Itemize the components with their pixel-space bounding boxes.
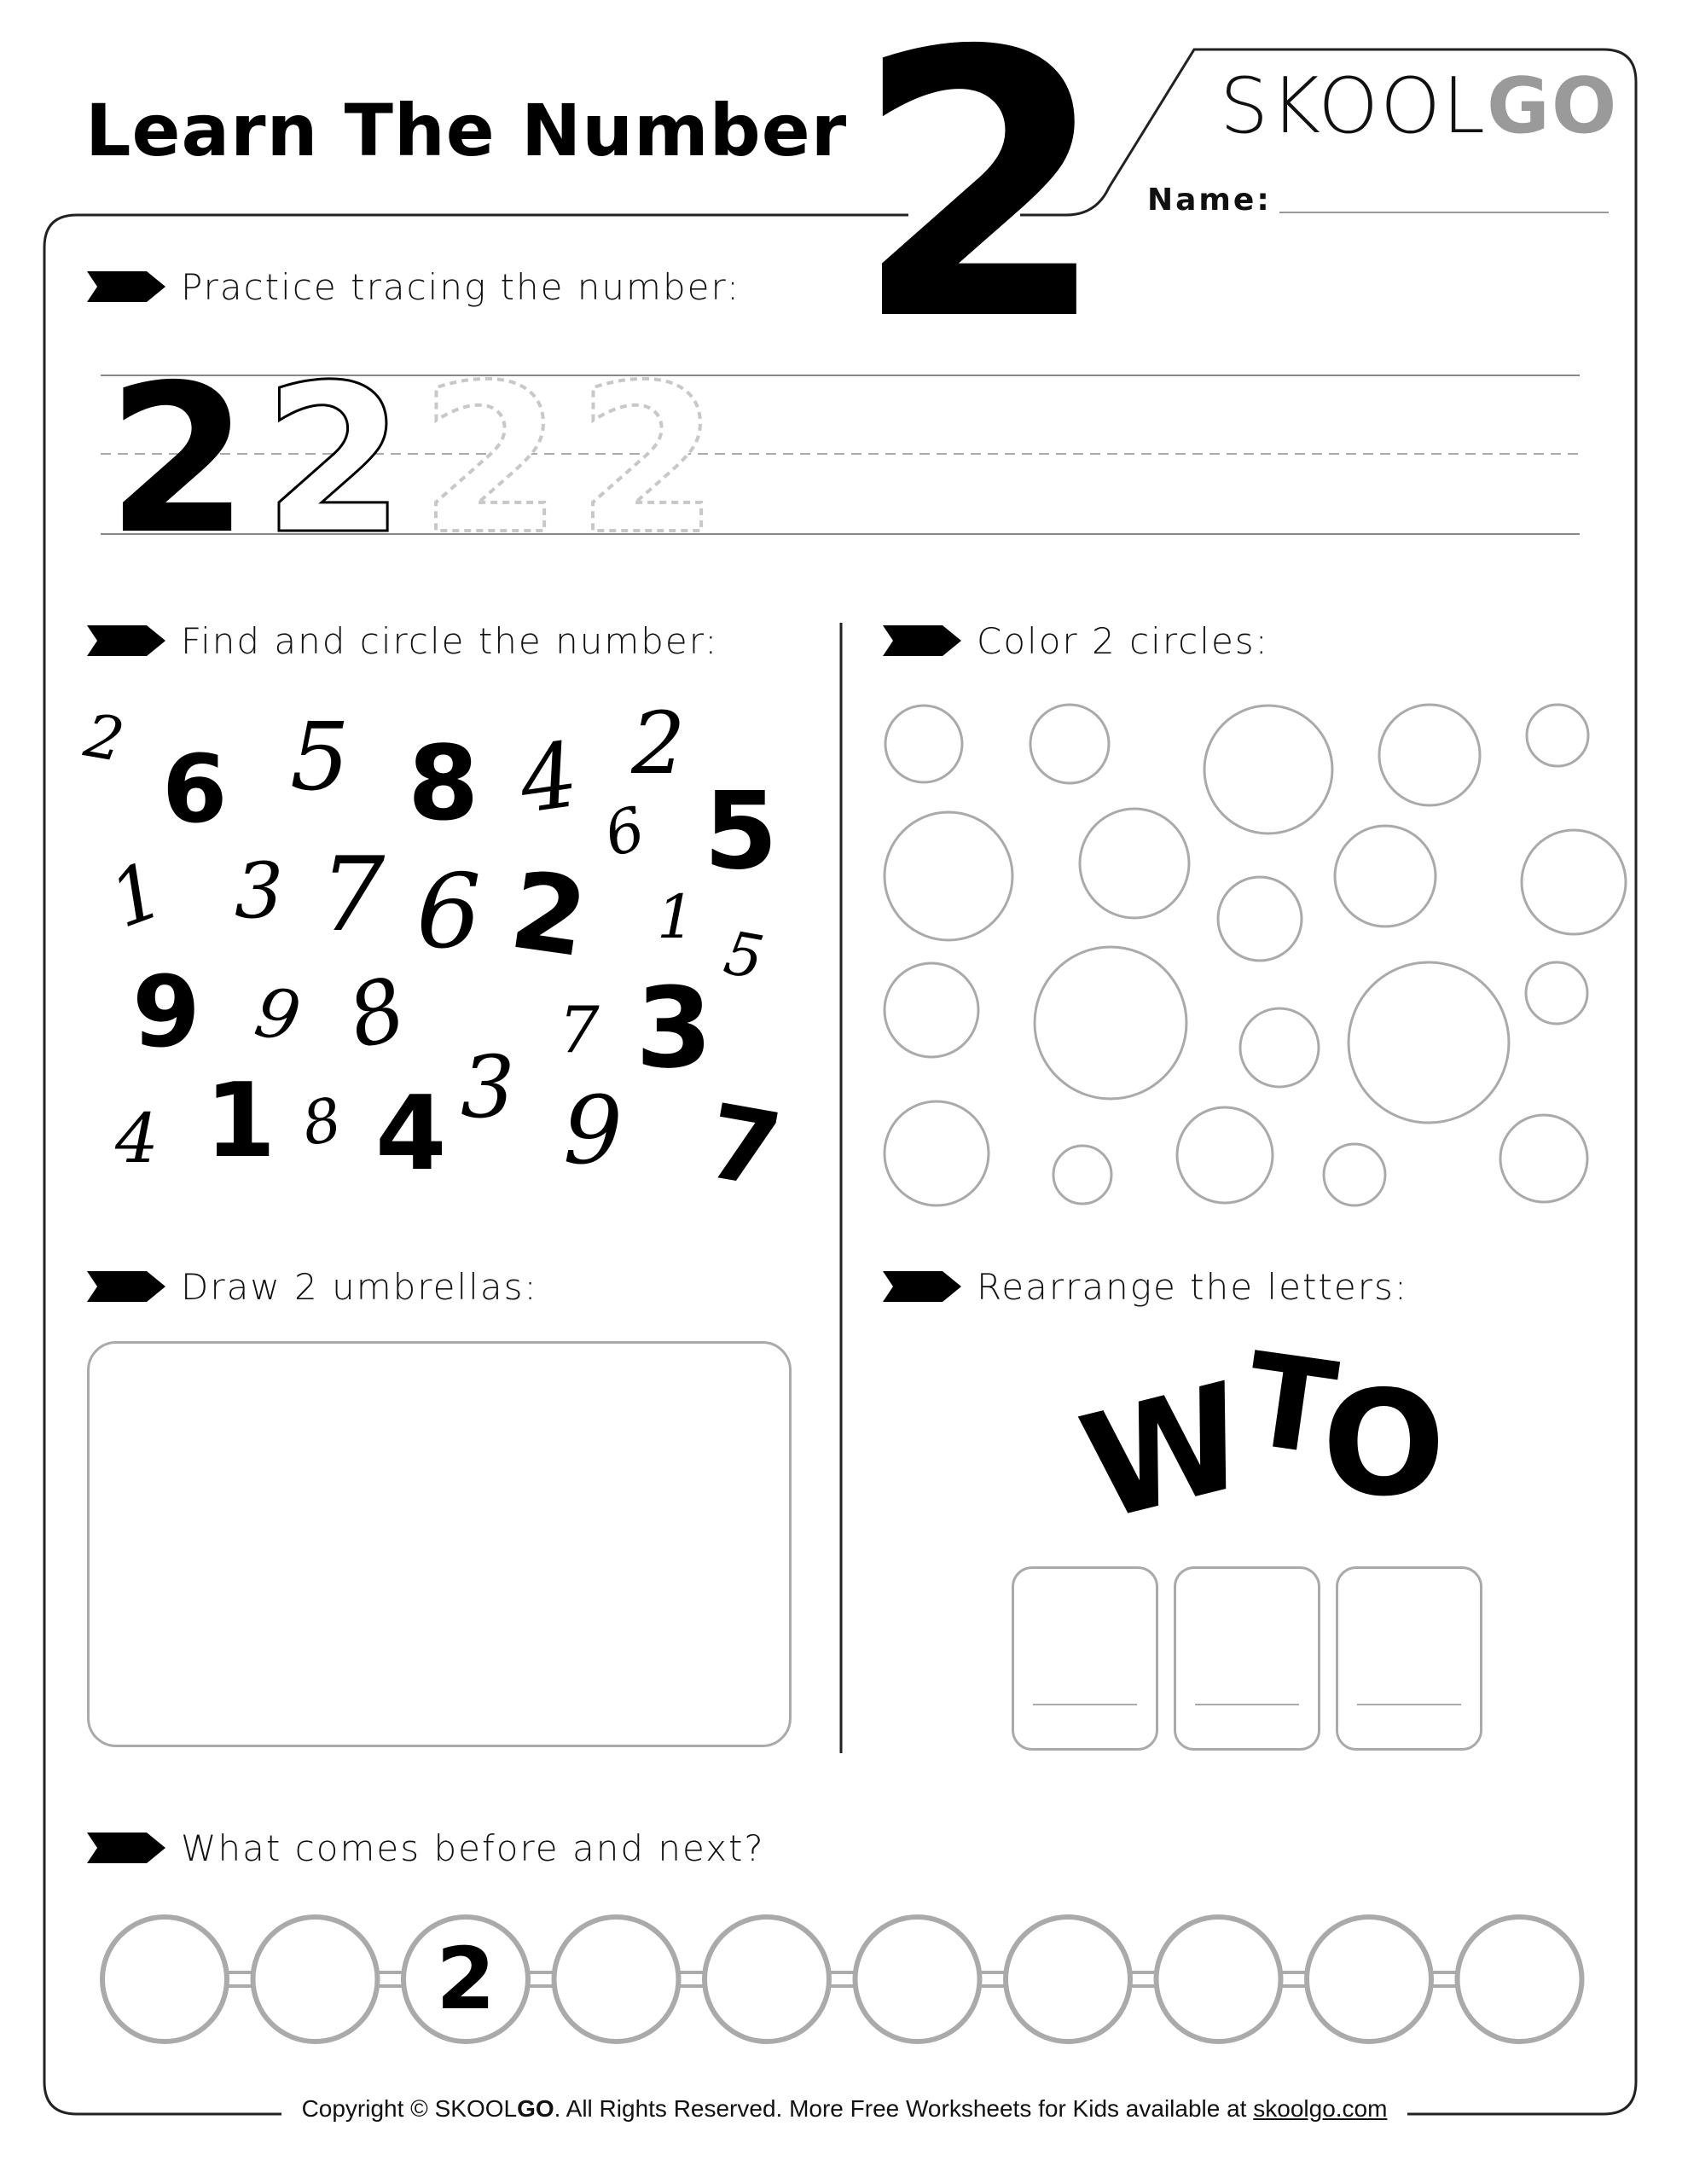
heading-rearrange: Rearrange the letters: — [977, 1266, 1409, 1308]
scatter-number[interactable]: 9 — [563, 1076, 623, 1185]
sequence-circle[interactable] — [1458, 1917, 1582, 2042]
sequence-circle[interactable] — [253, 1917, 378, 2042]
scrambled-letter: O — [1322, 1360, 1446, 1529]
heading-sequence: What comes before and next? — [181, 1827, 765, 1869]
scrambled-letter: T — [1237, 1325, 1344, 1485]
sequence-circle[interactable] — [856, 1917, 980, 2042]
scatter-number[interactable]: 9 — [249, 972, 306, 1058]
scatter-number[interactable]: 4 — [375, 1075, 447, 1194]
sequence-circle[interactable] — [1157, 1917, 1281, 2042]
featured-number: 2 — [853, 0, 1109, 401]
sequence-circle[interactable] — [554, 1917, 679, 2042]
scatter-number[interactable]: 1 — [98, 845, 176, 946]
scatter-number[interactable]: 3 — [461, 1037, 515, 1137]
scatter-number[interactable]: 6 — [162, 735, 228, 844]
footer-prefix: Copyright © — [301, 2095, 435, 2122]
heading-tracing: Practice tracing the number: — [181, 266, 741, 308]
sequence-circle[interactable] — [1006, 1917, 1130, 2042]
sequence-circle[interactable] — [102, 1917, 227, 2042]
scatter-number[interactable]: 6 — [416, 853, 482, 972]
scatter-number[interactable]: 5 — [290, 702, 350, 811]
heading-color: Color 2 circles: — [977, 620, 1269, 662]
trace-digit-dotted: 2 — [420, 340, 562, 579]
name-label: Name: — [1147, 183, 1272, 218]
scatter-number[interactable]: 7 — [559, 992, 600, 1067]
footer-brand-go: GO — [517, 2095, 554, 2122]
scatter-number[interactable]: 4 — [115, 1099, 159, 1178]
scatter-number[interactable]: 2 — [79, 700, 130, 776]
heading-find: Find and circle the number: — [181, 620, 719, 662]
scatter-number[interactable]: 5 — [719, 917, 769, 994]
scrambled-letter: W — [1066, 1351, 1263, 1554]
scatter-number[interactable]: 1 — [205, 1062, 276, 1181]
scatter-number[interactable]: 3 — [235, 846, 284, 936]
scatter-number[interactable]: 3 — [635, 963, 713, 1093]
footer-brand-main: SKOOL — [434, 2095, 518, 2122]
scatter-number[interactable]: 8 — [297, 1083, 347, 1160]
trace-digit-outline: 2 — [263, 340, 405, 579]
heading-draw: Draw 2 umbrellas: — [181, 1266, 538, 1308]
scatter-number[interactable]: 6 — [597, 793, 653, 871]
trace-digit-dotted: 2 — [577, 340, 719, 579]
scatter-number[interactable]: 9 — [132, 956, 201, 1070]
scatter-number[interactable]: 7 — [320, 836, 386, 955]
footer-copyright — [290, 2095, 1399, 2123]
page-title: Learn The Number — [85, 89, 848, 172]
trace-digit-solid: 2 — [107, 340, 249, 579]
scatter-number[interactable]: 8 — [408, 725, 479, 844]
scatter-number[interactable]: 2 — [631, 694, 686, 793]
sequence-value: 2 — [436, 1929, 496, 2029]
footer-link[interactable]: skoolgo.com — [1253, 2095, 1388, 2122]
scatter-number[interactable]: 8 — [337, 957, 416, 1069]
logo-text-main: SKOOL — [1220, 61, 1488, 151]
scatter-number[interactable]: 4 — [513, 722, 584, 834]
scatter-number[interactable]: 1 — [657, 882, 695, 952]
scatter-number[interactable]: 7 — [698, 1082, 790, 1212]
logo-text-go: GO — [1487, 61, 1619, 151]
sequence-circle[interactable] — [705, 1917, 829, 2042]
scatter-number[interactable]: 5 — [704, 770, 778, 893]
scatter-number[interactable]: 2 — [503, 848, 595, 982]
footer-text: . All Rights Reserved. More Free Worksheets for Kids available at — [554, 2095, 1254, 2122]
sequence-circle[interactable] — [1307, 1917, 1431, 2042]
